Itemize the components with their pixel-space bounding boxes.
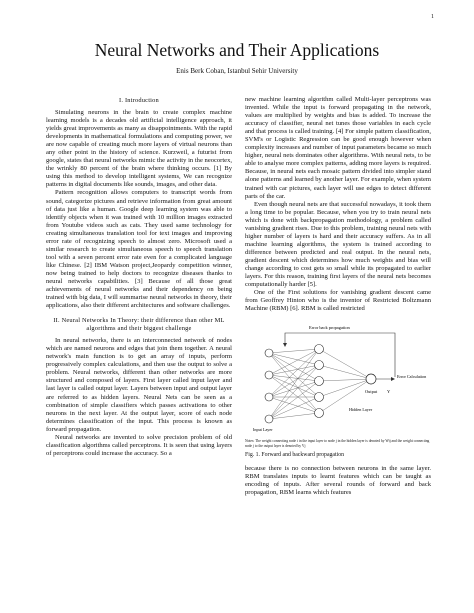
- error-calc-label: Error Calculation: [397, 374, 427, 380]
- input-node: [265, 415, 273, 423]
- section-heading-theory: II. Neural Networks In Theory: their difference than other ML algorithms and their biggest challenge: [53, 317, 225, 333]
- right-column: [245, 96, 431, 498]
- hidden-node: [315, 393, 324, 402]
- page-number: 1: [431, 14, 434, 20]
- figure-caption: Fig. 1. Forward and backward propagation: [245, 452, 345, 459]
- backprop-arrowhead: [283, 343, 287, 347]
- input-node: [265, 349, 273, 357]
- hidden-layer-label: Hidden Layer: [349, 407, 373, 413]
- hidden-node: [315, 377, 324, 386]
- hidden-node: [315, 345, 324, 354]
- backprop-arrow: [285, 333, 395, 377]
- paragraph: Pattern recognition allows computers to transcript words from sound, categorize pictures and retrieve information from great amount of data just like a human. Google deep learning system was able to identify objects when it was trained with 10 million images extracted from Youtube videos such as cats. They used same technology for creating simultaneous translation tool for text images and improving error rate of recognizing speech to almost zero. Microsoft used a similar research to create simultaneous speech to speech translation tool with a seven percent error rate even for a complicated language like Chinese. [2] IBM Watson project,Jeopardy competition winner, now being trained to help doctors to recognize diseases thanks to neural networks capabilities. [3] Because of all those great achievements of neural networks and their dependency on being trained with big data, I will summarise neural networks in theory, their applications, also their different architectures and software challenges.: [46, 189, 232, 310]
- input-node: [265, 371, 273, 379]
- paragraph: new machine learning algorithm called Multi-layer perceptrons was invented. While the input is forward propagating in the network, values are multiplied by weights and bias is added. To increase the accuracy of classifier, neural net tunes those variables in each cycle and that process is called training. [4] For simple pattern classification, SVM's or Logistic Regression can be good enough however when complexity increases and number of input parameters became so much higher, neural nets dominates other algorithms. With neural nets, to be able to analyse more complex patterns, adding more layers is required. Because, in neural nets each mosaic pattern divided into simpler stand alone patterns and learned by another layer. For example, when system trained with car pictures, each layer will use edges to detect different parts of the car.: [245, 96, 431, 200]
- hidden-output-weights: [319, 349, 371, 413]
- output-label: Output: [365, 389, 378, 395]
- section-heading-introduction: I. Introduction: [119, 97, 159, 104]
- paper-title: Neural Networks and Their Applications: [94, 40, 380, 60]
- paragraph: One of the First solutions for vanishing gradient descent came from Geoffrey Hinton who is the inventor of Restricted Boltzmann Machine (RBM) [6]. RBM is called restricted: [245, 289, 431, 313]
- paragraph: In neural networks, there is an interconnected network of nodes which are named neurons and edges that join them together. A neural network's main function is to get an array of inputs, perform progressively complex calculations, and then use the output to solve a problem. Neural networks, different than other networks are more structured and composed of layers. First layer called input layer and last layer is called output layer. Layers between input and output layer are referred to as hidden layers. Neural Nets can be seen as a combination of simple classifiers which passes activations to other neurons in the next layer. At the output layer, score of each node determines classification of the input. This process is known as forward propagation.: [46, 337, 232, 433]
- input-hidden-weights: [269, 349, 319, 419]
- paper-authors: Enis Berk Coban, Istanbul Sehir University: [176, 67, 298, 75]
- backprop-label: Error back propagation: [309, 325, 350, 331]
- output-y-label: Y: [387, 389, 391, 395]
- input-node: [265, 393, 273, 401]
- figure-1: [245, 317, 431, 448]
- hidden-node: [315, 409, 324, 418]
- output-arrowhead: [391, 377, 395, 381]
- figure-notes: Notes: The weight connecting node i in the input layer to node j in the hidden layer is denoted by Wij and the weight connecting node j to the output layer is denoted by Vj: [245, 439, 430, 448]
- paragraph: because there is no connection between neurons in the same layer. RBM translates inputs to learnt features which can be taught as encoding of inputs. After several rounds of forward and back propagation, RBM learns which features: [245, 465, 431, 497]
- input-layer-nodes: [265, 349, 273, 423]
- paragraph: Neural networks are invented to solve precision problem of old classification algorithms called perceptrons. It is seen that using layers of perceptrons could increase the accuracy. So a: [46, 433, 232, 457]
- hidden-layer-nodes: [315, 345, 324, 418]
- output-node: [366, 374, 376, 384]
- input-layer-label: Input Layer: [253, 427, 273, 433]
- neural-network-diagram: [245, 317, 431, 435]
- hidden-node: [315, 361, 324, 370]
- paragraph: Simulating neurons in the brain to create complex machine learning models is a decades old artificial intelligence approach, it yields great improvements as many as disappointments. With the rapid developments in mathematical formulations and computing power, we are now capable of creating much more layers of virtual neurons than any other point in the history of science. Kurzweil, a futurist from google, states that neural networks mimic the activity in the neocortex, the wrinkly 80 percent of the brain where thinking occurs. [1] By using this method to develop intelligent systems, We can recognize patterns in digital documents like sounds, images, and other data.: [46, 109, 232, 189]
- left-column: [46, 96, 232, 458]
- paragraph: Even though neural nets are that successful nowadays, it took them a long time to be popular. Because, when you try to train neural nets which is done with backpropagation methodology, a problem called vanishing gradient rises. Due to this problem, training neural nets with higher number of layers is hard and their accuracy suffers. As in all machine learning algorithms, the system is trained according to difference between predicted and real output. In the neural nets, gradient descent which determines how much weights and bias will change according to cost gets so small while its propagated to earlier layers. For this reason, training first layers of the neural nets becomes computationally harder [5].: [245, 200, 431, 289]
